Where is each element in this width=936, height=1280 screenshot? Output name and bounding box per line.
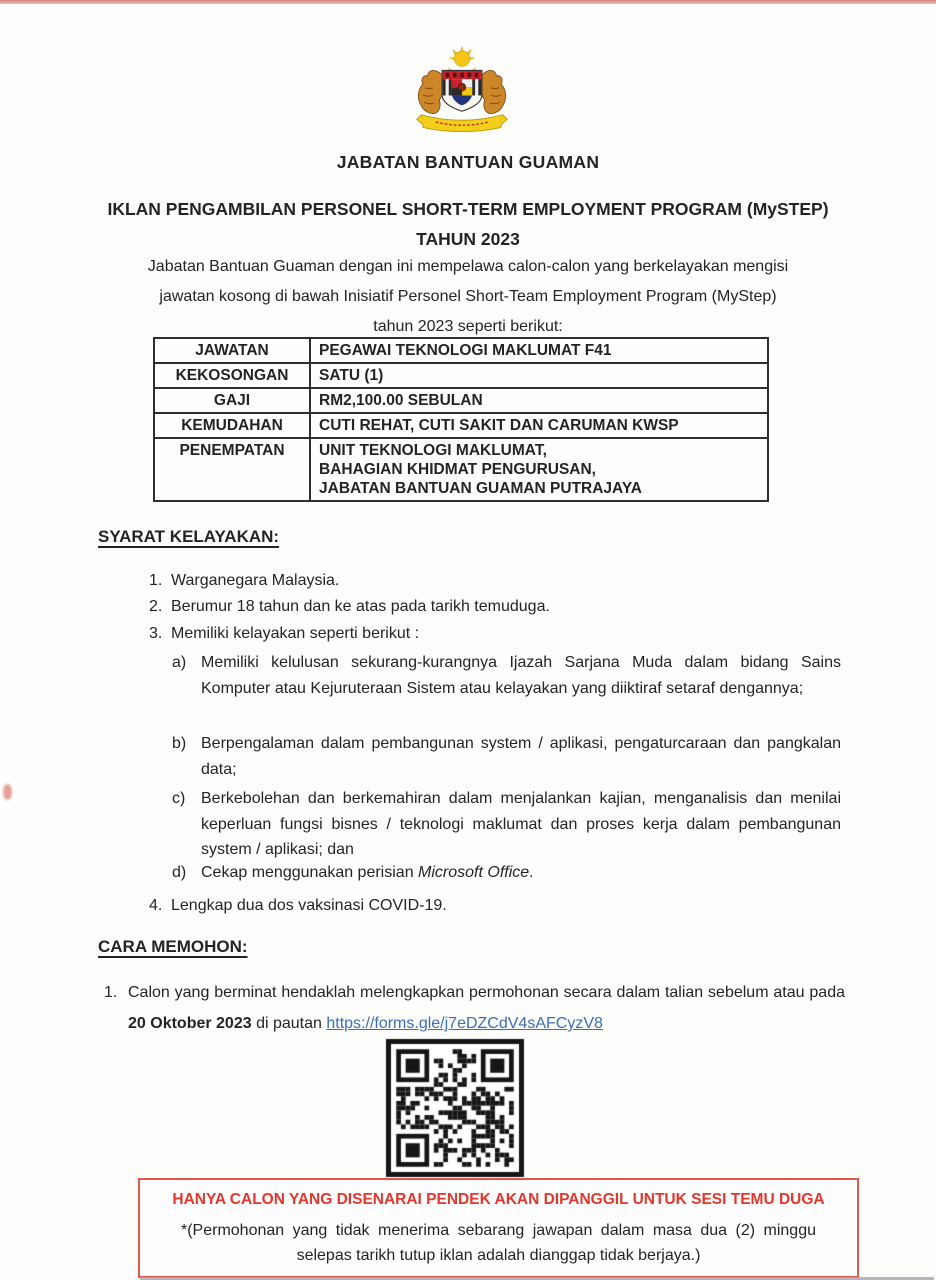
table-row-jawatan [154, 338, 768, 363]
table-row-penempatan [154, 438, 768, 501]
table-row-kekosongan [154, 363, 768, 388]
subitem-text: Berkebolehan dan berkemahiran dalam menjalankan kajian, menganalisis dan menilai keperluan fungsi bisnes / teknologi maklumat dan proses kerja dalam pembangunan system / aplikasi; dan [201, 790, 841, 858]
intro-line: tahun 2023 seperti berikut: [373, 318, 563, 335]
subitem-text: Memiliki kelulusan sekurang-kurangnya Ijazah Sarjana Muda dalam bidang Sains Komputer atau Kejuruteraan Sistem atau kelayakan yang diiktiraf setaraf dengannya; [201, 654, 841, 697]
item-number: 3. [149, 624, 163, 642]
subitem-letter: d) [172, 864, 187, 881]
page-top-edge [0, 0, 936, 4]
scan-artifact-red-mark [3, 784, 12, 800]
requirement-subitem-d [172, 860, 841, 886]
application-instruction-text [128, 977, 845, 1039]
subitem-text [201, 860, 841, 886]
item-number: 2. [149, 598, 163, 616]
announcement-title [0, 194, 936, 254]
announcement-title-line1: IKLAN PENGAMBILAN PERSONEL SHORT-TERM EMPLOYMENT PROGRAM (MySTEP) [107, 199, 829, 219]
row-value-line: UNIT TEKNOLOGI MAKLUMAT, [319, 442, 547, 459]
warning-note-line: selepas tarikh tutup iklan adalah dianggap tidak berjaya.) [296, 1247, 701, 1264]
warning-note-line: *(Permohonan yang tidak menerima sebarang jawapan dalam masa dua (2) minggu [181, 1222, 816, 1239]
requirement-item-4 [149, 895, 447, 917]
requirement-subitem-a [172, 650, 841, 701]
requirement-item [149, 594, 550, 620]
subitem-text: Berpengalaman dalam pembangunan system / aplikasi, pengaturcaraan dan pangkalan data; [201, 735, 841, 778]
application-form-link[interactable]: https://forms.gle/j7eDZCdV4sAFCyzV8 [326, 1015, 603, 1032]
row-value: SATU (1) [310, 363, 768, 388]
job-details-table [153, 337, 769, 502]
subitem-text-part: . [529, 864, 534, 881]
subitem-letter: a) [172, 654, 187, 671]
warning-box [138, 1178, 859, 1278]
row-label: JAWATAN [154, 338, 310, 363]
requirement-subitem-c [172, 786, 841, 863]
software-name-italic: Microsoft Office [418, 864, 530, 881]
section-heading-cara: CARA MEMOHON: [98, 937, 248, 956]
org-name: JABATAN BANTUAN GUAMAN [336, 152, 600, 172]
requirement-subitem-b [172, 731, 841, 782]
qr-code [385, 1038, 525, 1178]
subitem-text-part: Cekap menggunakan perisian [201, 864, 419, 881]
intro-line: Jabatan Bantuan Guaman dengan ini mempelawa calon-calon yang berkelayakan mengisi [147, 258, 789, 275]
item-text: Berumur 18 tahun dan ke atas pada tarikh temuduga. [171, 598, 550, 616]
row-label: KEKOSONGAN [154, 363, 310, 388]
item-number: 1. [104, 984, 118, 1001]
instruction-line2-prefix: pada [809, 984, 845, 1001]
row-value-line: BAHAGIAN KHIDMAT PENGURUSAN, [319, 461, 596, 478]
application-instruction [104, 977, 845, 1039]
row-value: PEGAWAI TEKNOLOGI MAKLUMAT F41 [310, 338, 768, 363]
intro-line: jawatan kosong di bawah Inisiatif Personel Short-Team Employment Program (MyStep) [159, 288, 777, 305]
application-deadline: 20 Oktober 2023 [128, 1015, 252, 1032]
item-text: Memiliki kelayakan seperti berikut : [171, 624, 420, 642]
requirements-list [149, 568, 550, 647]
table-row-gaji [154, 388, 768, 413]
row-value [310, 438, 768, 501]
instruction-line2-middle: di pautan [251, 1015, 327, 1032]
row-value-line: JABATAN BANTUAN GUAMAN PUTRAJAYA [319, 480, 642, 497]
row-value: RM2,100.00 SEBULAN [310, 388, 768, 413]
item-text: Warganegara Malaysia. [171, 572, 340, 589]
instruction-line1: Calon yang berminat hendaklah melengkapkan permohonan secara dalam talian sebelum atau [128, 984, 805, 1001]
section-heading-syarat: SYARAT KELAYAKAN: [98, 527, 280, 546]
subitem-letter: c) [172, 790, 186, 807]
row-label: GAJI [154, 388, 310, 413]
requirement-item [149, 621, 550, 647]
item-number: 1. [149, 572, 163, 589]
row-value: CUTI REHAT, CUTI SAKIT DAN CARUMAN KWSP [310, 413, 768, 438]
warning-note [152, 1218, 845, 1268]
item-number: 4. [149, 897, 163, 914]
row-label: KEMUDAHAN [154, 413, 310, 438]
warning-headline: HANYA CALON YANG DISENARAI PENDEK AKAN DIPANGGIL UNTUK SESI TEMU DUGA [172, 1191, 825, 1208]
subitem-letter: b) [172, 735, 187, 752]
requirement-item [149, 568, 550, 594]
intro-paragraph [0, 252, 936, 342]
item-text: Lengkap dua dos vaksinasi COVID-19. [171, 897, 447, 914]
announcement-title-year: TAHUN 2023 [416, 229, 520, 249]
table-row-kemudahan [154, 413, 768, 438]
malaysia-coat-of-arms-logo [403, 46, 521, 142]
row-label: PENEMPATAN [154, 438, 310, 501]
